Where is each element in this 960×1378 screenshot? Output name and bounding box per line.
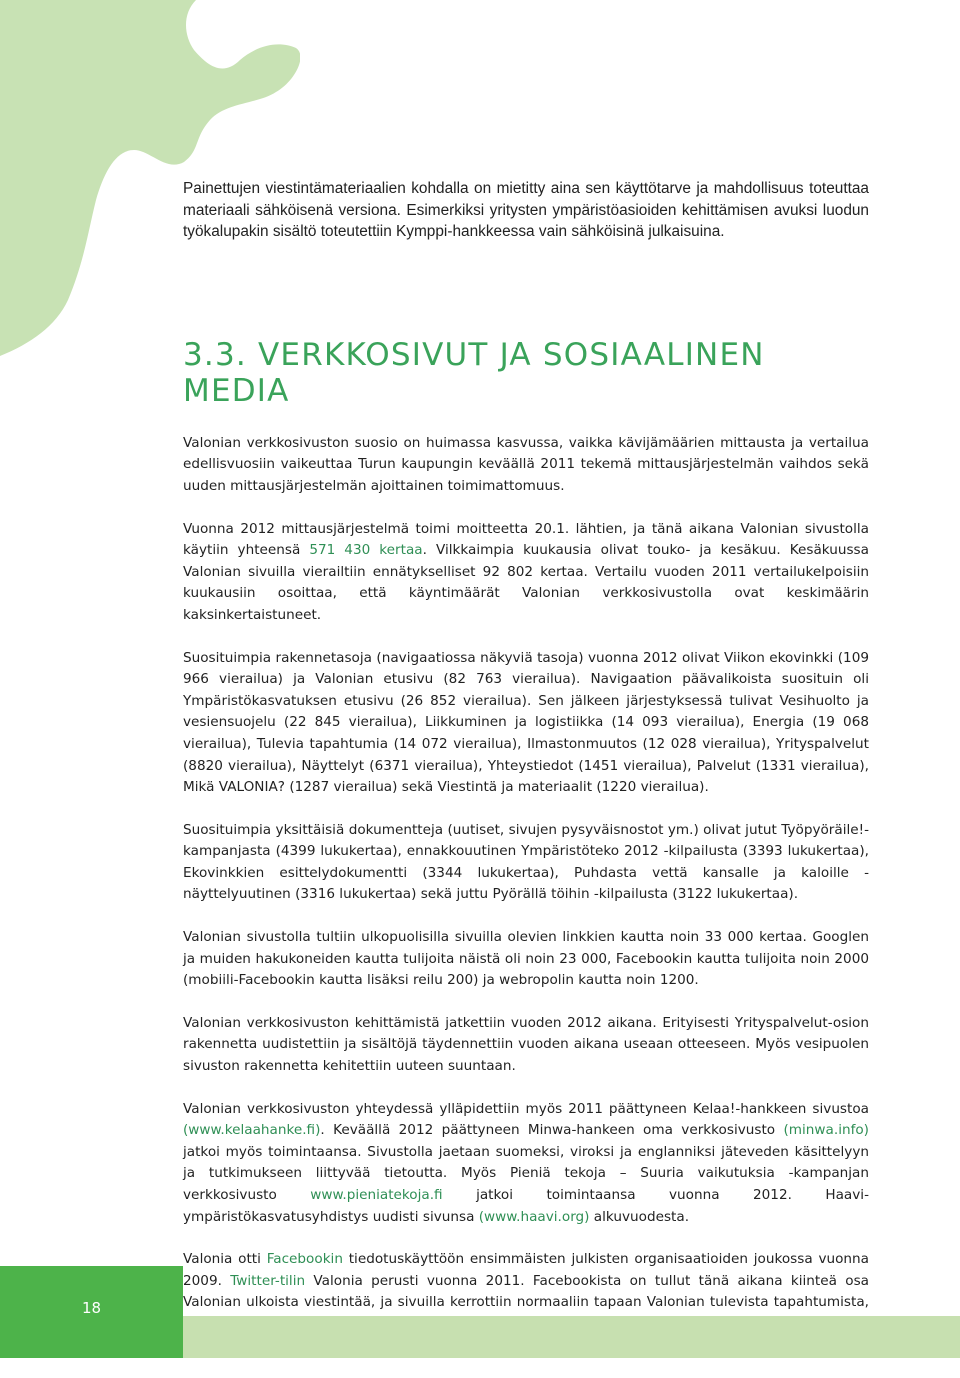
footer-band bbox=[183, 1316, 960, 1358]
paragraph-2-text-b: . Vilkkaimpia kuukausia olivat touko- ja kesäkuu. Kesäkuussa Valonian sivuilla vierailtiin ennätykselliset 92 802 kertaa. Vertailu vuoden 2011 vertailukelpoisiin kuukausiin osoittaa, että käyntimäärät Valonian verkkosivustolla ovat keskimäärin kaksinkertaistuneet. bbox=[183, 542, 869, 623]
paragraph-2-text-a: Vuonna 2012 mittausjärjestelmä toimi moitteetta 20.1. lähtien, ja tänä aikana Valonian sivustolla käytiin yhteensä bbox=[183, 520, 869, 559]
paragraph-7 bbox=[183, 1099, 869, 1229]
paragraph-7-text-c: jatkoi myös toimintaansa. Sivustolla jaetaan suomeksi, viroksi ja englanniksi jäteveden käsittelyyn ja tutkimukseen liittyvää tietoutta. Myös Pieniä tekoja – Suuria vaikutuksia -kampanjan verkkosivusto bbox=[183, 1143, 869, 1203]
paragraph-4: Suosituimpia yksittäisiä dokumentteja (uutiset, sivujen pysyväisnostot ym.) olivat jutut Työpyöräile!-kampanjasta (4399 lukukertaa), ennakkouutinen Ympäristöteko 2012 -kilpailusta (3393 lukukertaa), Ekovinkkien esittelydokumentti (3344 lukukertaa), Puhdasta vettä kansalle ja kaloille -näyttelyuutinen (3316 lukukertaa) sekä juttu Pyörällä töihin -kilpailusta (3122 lukukertaa). bbox=[183, 821, 869, 903]
minwa-link[interactable]: (minwa.info) bbox=[783, 1122, 869, 1139]
haavi-link[interactable]: (www.haavi.org) bbox=[478, 1208, 590, 1225]
paragraph-5: Valonian sivustolla tultiin ulkopuolisilla sivuilla olevien linkkien kautta noin 33 000 kertaa. Googlen ja muiden hakukoneiden kautta tulijoita näistä oli noin 23 000, Facebookin kautta tulijoita noin 2000 (mobiili-Facebookin kautta lisäksi reilu 200) ja webropolin kautta noin 1200. bbox=[183, 929, 869, 989]
paragraph-8-text-b: tiedotuskäyttöön ensimmäisten julkisten organisaatioiden joukossa vuonna 2009. bbox=[183, 1251, 869, 1289]
paragraph-2 bbox=[183, 519, 869, 627]
pieniatekoja-link[interactable]: www.pieniatekoja.fi bbox=[310, 1187, 443, 1203]
section-body bbox=[183, 433, 869, 1357]
kelaa-link[interactable]: (www.kelaahanke.fi) bbox=[183, 1122, 321, 1139]
twitter-link[interactable]: Twitter-tilin bbox=[230, 1272, 306, 1289]
paragraph-3: Suosituimpia rakennetasoja (navigaatiossa näkyviä tasoja) vuonna 2012 olivat Viikon ekovinkki (109 966 vierailua) ja Valonian etusivu (82 763 vierailua). Navigaation päävalikoista suosituin oli Ympäristökasvatuksen etusivu (26 852 vierailua). Sen jälkeen järjestyksessä tulivat Vesihuolto ja vesiensuojelu (22 845 vierailua), Liikkuminen ja logistiikka (14 093 vierailua), Energia (19 068 vierailua), Tulevia tapahtumia (14 072 vierailua), Ilmastonmuutos (12 028 vierailua), Yrityspalvelut (8820 vierailua), Näyttelyt (6371 vierailua), Yhteystiedot (1451 vierailua), Palvelut (1331 vierailua), Mikä VALONIA? (1287 vierailua) sekä Viestintä ja materiaalit (1220 vierailua). bbox=[183, 649, 869, 796]
paragraph-7-text-a: Valonian verkkosivuston yhteydessä ylläpidettiin myös 2011 päättyneen Kelaa!-hankkeen sivustoa bbox=[183, 1100, 869, 1117]
facebook-link[interactable]: Facebookin bbox=[266, 1251, 343, 1268]
main-content bbox=[183, 178, 869, 1378]
paragraph-8-text-a: Valonia otti bbox=[183, 1251, 267, 1268]
intro-paragraph: Painettujen viestintämateriaalien kohdalla on mietitty aina sen käyttötarve ja mahdollisuus toteuttaa materiaali sähköisenä versiona. Esimerkiksi yritysten ympäristöasioiden kehittämisen avuksi luodun työkalupakin sisältö toteutettiin Kymppi-hankkeessa vain sähköisinä julkaisuina. bbox=[183, 180, 869, 241]
paragraph-7-text-d: jatkoi toimintaansa vuonna 2012. Haavi-ympäristökasvatusyhdistys uudisti sivunsa bbox=[183, 1187, 869, 1225]
intro-section bbox=[183, 178, 869, 243]
visit-count-highlight: 571 430 kertaa bbox=[309, 542, 423, 559]
paragraph-6: Valonian verkkosivuston kehittämistä jatkettiin vuoden 2012 aikana. Erityisesti Yrityspalvelut-osion rakennetta uudistettiin ja sisältöjä täydennettiin vuoden aikana useaan otteeseen. Myös vesipuolen sivuston rakennetta kehitettiin uuteen suuntaan. bbox=[183, 1014, 869, 1075]
paragraph-7-text-b: . Keväällä 2012 päättyneen Minwa-hankeen oma verkkosivusto bbox=[320, 1122, 784, 1139]
paragraph-8-text-c: Valonia perusti vuonna 2011. Facebookista on tullut tänä aikana kiinteä osa Valonian ulkoista viestintää, ja sivuilla kerrottiin normaaliin tapaan Valonian tulevista tapahtumista, bbox=[183, 1272, 869, 1311]
section-heading: 3.3. VERKKOSIVUT JA SOSIAALINEN MEDIA bbox=[183, 336, 765, 409]
paragraph-1: Valonian verkkosivuston suosio on huimassa kasvussa, vaikka kävijämäärien mittausta ja vertailua edellisvuosiin vaikeuttaa Turun kaupungin keväällä 2011 tekemä mittausjärjestelmän vaihdos sekä uuden mittausjärjestelmän ajoittainen toimimattomuus. bbox=[183, 434, 869, 494]
paragraph-7-text-e: alkuvuodesta. bbox=[589, 1208, 690, 1225]
page-number: 18 bbox=[81, 1299, 102, 1317]
